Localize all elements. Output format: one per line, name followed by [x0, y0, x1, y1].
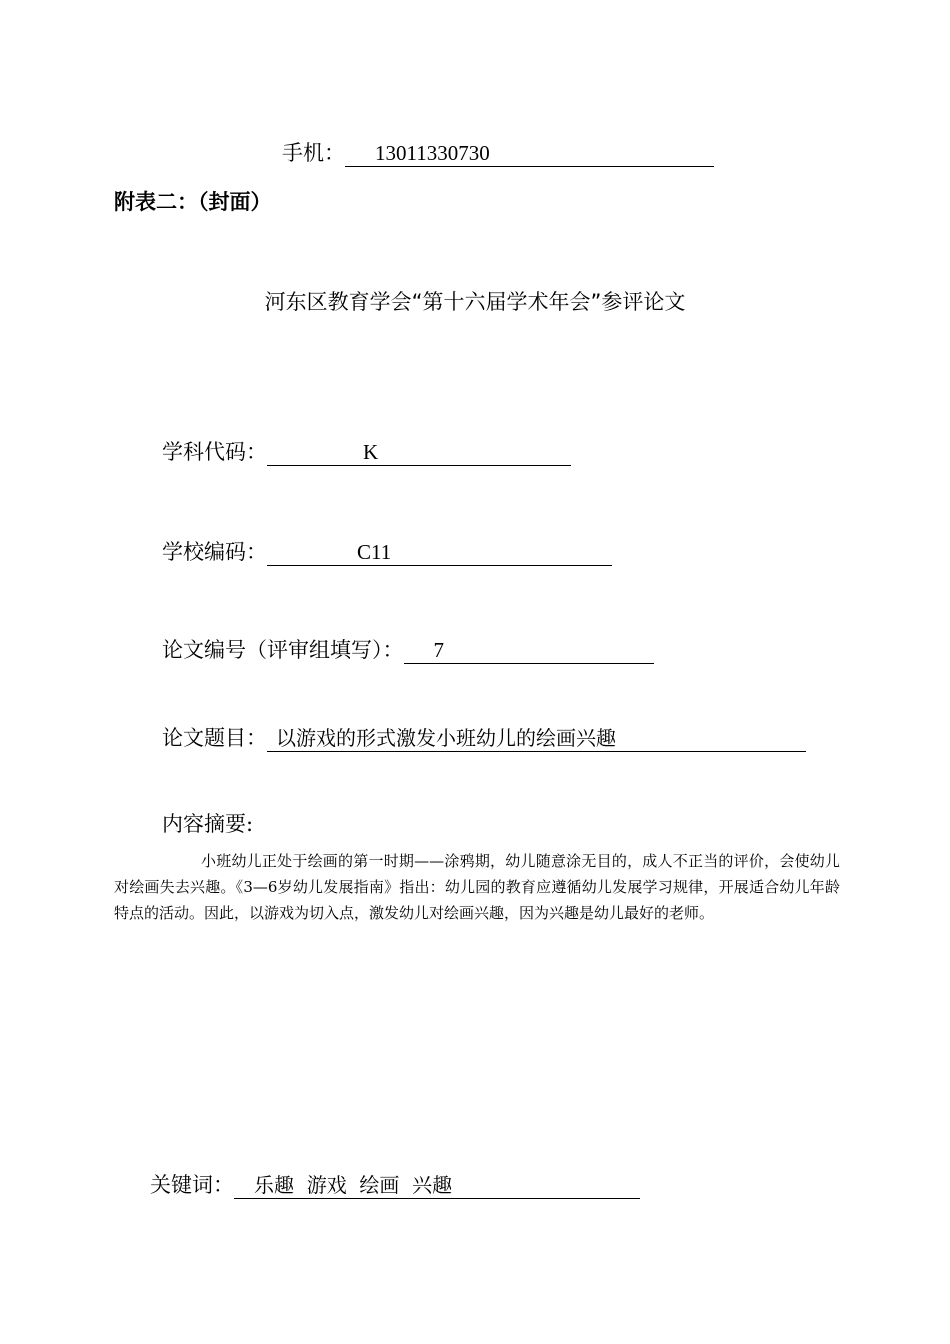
keywords-row — [150, 1169, 640, 1199]
abstract-label: 内容摘要: — [162, 812, 254, 836]
paper-number-row — [162, 634, 654, 664]
subject-code-label: 学科代码： — [162, 440, 267, 464]
phone-label: 手机： — [282, 141, 345, 165]
abstract-text: 小班幼儿正处于绘画的第一时期——涂鸦期，幼儿随意涂无目的，成人不正当的评价，会使幼儿对绘画失去兴趣。《3—6岁幼儿发展指南》指出：幼儿园的教育应遵循幼儿发展学习规律，开展适合幼儿年龄特点的活动。因此，以游戏为切入点，激发幼儿对绘画兴趣，因为兴趣是幼儿最好的老师。 — [114, 852, 840, 922]
paper-number-value: 7 — [404, 638, 654, 664]
school-code-label: 学校编码： — [162, 540, 267, 564]
appendix-heading: 附表二：（封面） — [114, 190, 272, 214]
paper-number-label: 论文编号（评审组填写）： — [162, 638, 404, 662]
paper-subject-row — [162, 722, 806, 752]
school-code-value: C11 — [267, 540, 612, 566]
subject-code-row — [162, 436, 571, 466]
page-title: 河东区教育学会“第十六届学术年会”参评论文 — [264, 290, 686, 314]
phone-value: 13011330730 — [345, 141, 714, 167]
keywords-value: 乐趣 游戏 绘画 兴趣 — [234, 1173, 640, 1199]
school-code-row — [162, 536, 612, 566]
paper-subject-label: 论文题目： — [162, 726, 267, 750]
phone-row — [282, 137, 714, 167]
subject-code-value: K — [267, 440, 571, 466]
keywords-label: 关键词： — [150, 1173, 234, 1197]
paper-subject-value: 以游戏的形式激发小班幼儿的绘画兴趣 — [267, 726, 806, 752]
